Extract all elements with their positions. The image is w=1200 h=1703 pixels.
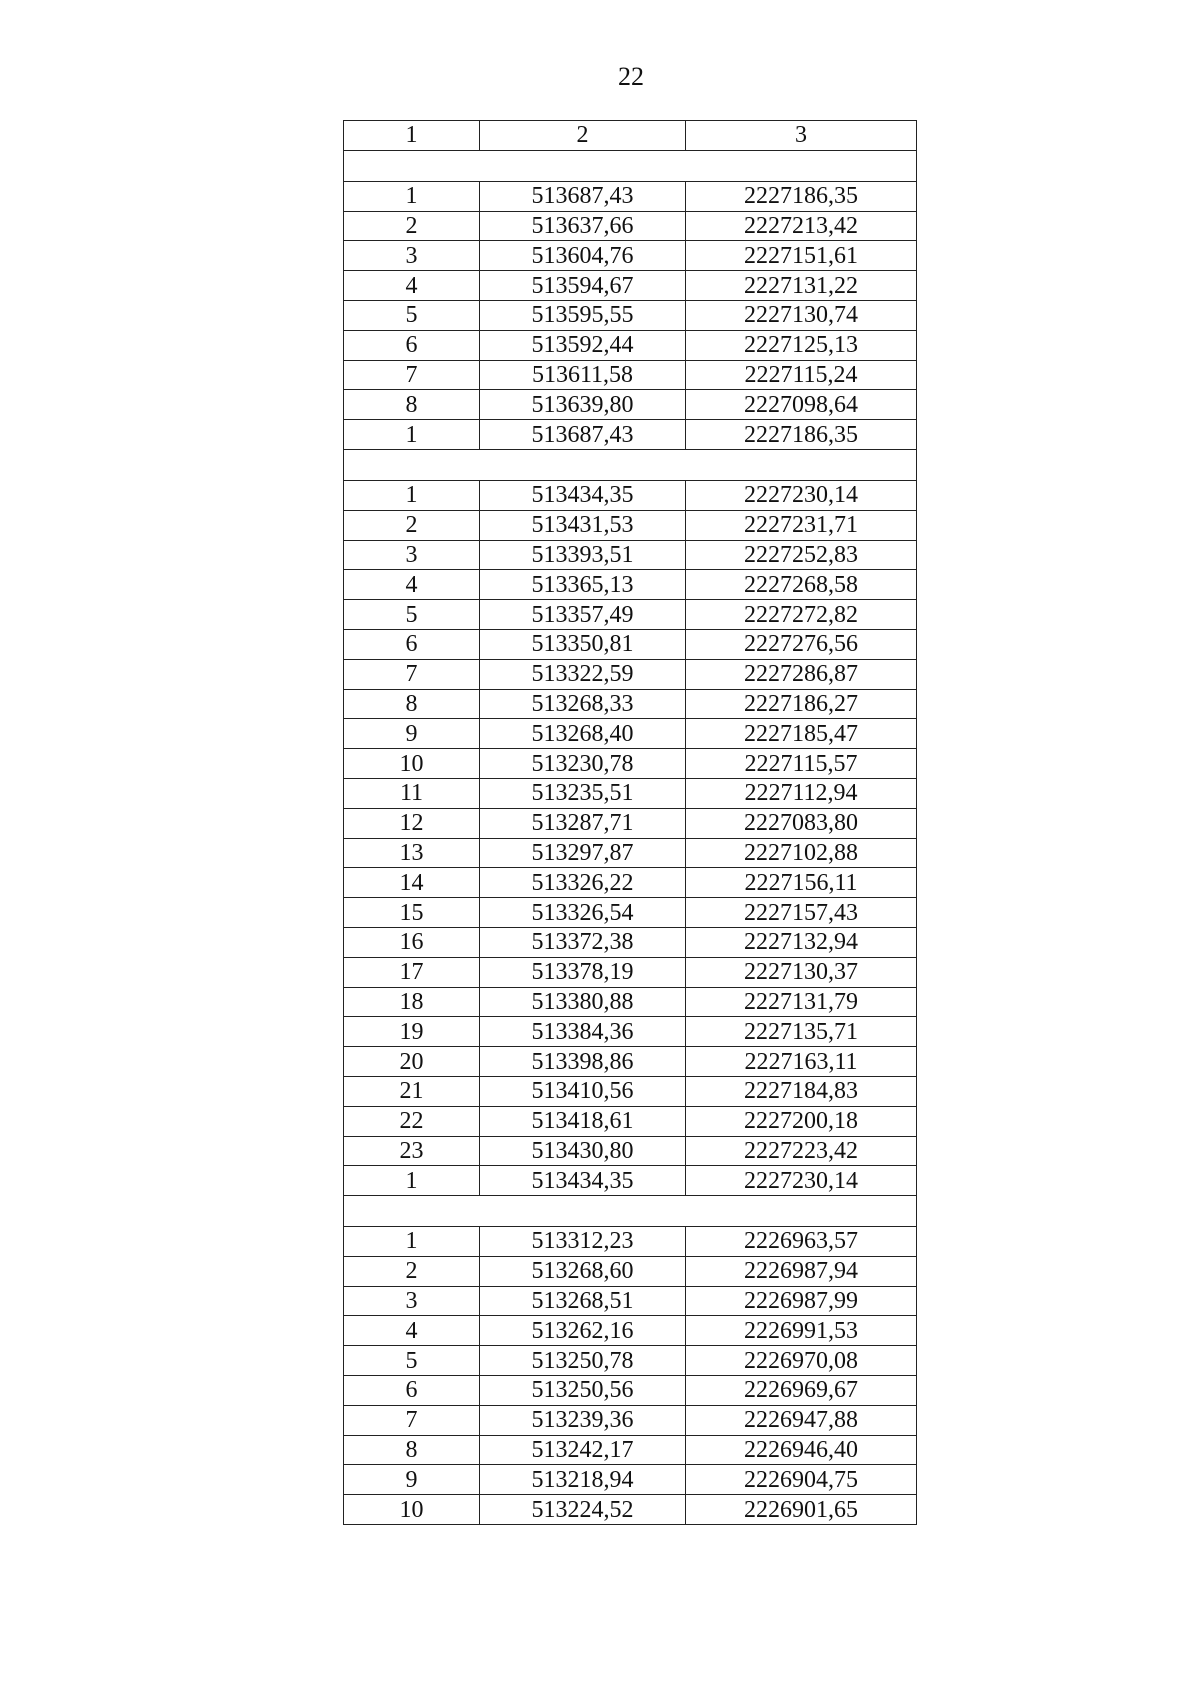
- table-row: [344, 659, 917, 689]
- y-coordinate-cell: 2227132,94: [686, 927, 917, 957]
- table-row: [344, 1017, 917, 1047]
- y-coordinate-cell: 2226991,53: [686, 1316, 917, 1346]
- y-coordinate-cell: 2227151,61: [686, 241, 917, 271]
- point-number-cell: 7: [344, 659, 480, 689]
- x-coordinate-cell: 513434,35: [480, 1166, 686, 1196]
- point-number-cell: 8: [344, 1435, 480, 1465]
- y-coordinate-cell: 2227115,24: [686, 360, 917, 390]
- table-header-row: [344, 121, 917, 151]
- x-coordinate-cell: 513242,17: [480, 1435, 686, 1465]
- point-number-cell: 19: [344, 1017, 480, 1047]
- point-number-cell: 4: [344, 271, 480, 301]
- point-number-cell: 10: [344, 749, 480, 779]
- point-number-cell: 2: [344, 211, 480, 241]
- table-row: [344, 868, 917, 898]
- point-number-cell: 10: [344, 1495, 480, 1525]
- x-coordinate-cell: 513434,35: [480, 480, 686, 510]
- point-number-cell: 8: [344, 689, 480, 719]
- point-number-cell: 5: [344, 600, 480, 630]
- y-coordinate-cell: 2227115,57: [686, 749, 917, 779]
- y-coordinate-cell: 2227268,58: [686, 570, 917, 600]
- y-coordinate-cell: 2227156,11: [686, 868, 917, 898]
- table-row: [344, 927, 917, 957]
- y-coordinate-cell: 2227130,74: [686, 300, 917, 330]
- point-number-cell: 7: [344, 360, 480, 390]
- x-coordinate-cell: 513687,43: [480, 181, 686, 211]
- y-coordinate-cell: 2227135,71: [686, 1017, 917, 1047]
- y-coordinate-cell: 2226946,40: [686, 1435, 917, 1465]
- x-coordinate-cell: 513268,40: [480, 719, 686, 749]
- point-number-cell: 3: [344, 1286, 480, 1316]
- y-coordinate-cell: 2226987,94: [686, 1256, 917, 1286]
- x-coordinate-cell: 513250,56: [480, 1376, 686, 1406]
- table-row: [344, 1346, 917, 1376]
- y-coordinate-cell: 2227083,80: [686, 808, 917, 838]
- y-coordinate-cell: 2226963,57: [686, 1227, 917, 1257]
- x-coordinate-cell: 513637,66: [480, 211, 686, 241]
- y-coordinate-cell: 2227186,35: [686, 181, 917, 211]
- table-row: [344, 778, 917, 808]
- point-number-cell: 1: [344, 1166, 480, 1196]
- x-coordinate-cell: 513235,51: [480, 778, 686, 808]
- x-coordinate-cell: 513639,80: [480, 390, 686, 420]
- y-coordinate-cell: 2227102,88: [686, 838, 917, 868]
- y-coordinate-cell: 2227163,11: [686, 1047, 917, 1077]
- table-row: [344, 1465, 917, 1495]
- x-coordinate-cell: 513398,86: [480, 1047, 686, 1077]
- x-coordinate-cell: 513239,36: [480, 1405, 686, 1435]
- table-row: [344, 600, 917, 630]
- y-coordinate-cell: 2227230,14: [686, 480, 917, 510]
- point-number-cell: 14: [344, 868, 480, 898]
- x-coordinate-cell: 513393,51: [480, 540, 686, 570]
- table-row: [344, 570, 917, 600]
- table-row: [344, 1227, 917, 1257]
- x-coordinate-cell: 513384,36: [480, 1017, 686, 1047]
- point-number-cell: 9: [344, 1465, 480, 1495]
- point-number-cell: 1: [344, 181, 480, 211]
- page-number: 22: [618, 62, 644, 91]
- x-coordinate-cell: 513410,56: [480, 1076, 686, 1106]
- x-coordinate-cell: 513592,44: [480, 330, 686, 360]
- point-number-cell: 5: [344, 1346, 480, 1376]
- y-coordinate-cell: 2227112,94: [686, 778, 917, 808]
- point-number-cell: 17: [344, 957, 480, 987]
- x-coordinate-cell: 513365,13: [480, 570, 686, 600]
- x-coordinate-cell: 513372,38: [480, 927, 686, 957]
- x-coordinate-cell: 513287,71: [480, 808, 686, 838]
- x-coordinate-cell: 513595,55: [480, 300, 686, 330]
- x-coordinate-cell: 513350,81: [480, 629, 686, 659]
- point-number-cell: 4: [344, 1316, 480, 1346]
- point-number-cell: 4: [344, 570, 480, 600]
- table-row: [344, 1256, 917, 1286]
- point-number-cell: 15: [344, 898, 480, 928]
- y-coordinate-cell: 2227125,13: [686, 330, 917, 360]
- y-coordinate-cell: 2227213,42: [686, 211, 917, 241]
- x-coordinate-cell: 513326,54: [480, 898, 686, 928]
- table-row: [344, 1136, 917, 1166]
- section-separator-row: [344, 1196, 917, 1227]
- table-row: [344, 1286, 917, 1316]
- x-coordinate-cell: 513611,58: [480, 360, 686, 390]
- x-coordinate-cell: 513604,76: [480, 241, 686, 271]
- table-row: [344, 360, 917, 390]
- x-coordinate-cell: 513224,52: [480, 1495, 686, 1525]
- point-number-cell: 7: [344, 1405, 480, 1435]
- point-number-cell: 1: [344, 1227, 480, 1257]
- y-coordinate-cell: 2227185,47: [686, 719, 917, 749]
- y-coordinate-cell: 2227098,64: [686, 390, 917, 420]
- x-coordinate-cell: 513357,49: [480, 600, 686, 630]
- table-row: [344, 689, 917, 719]
- table-row: [344, 420, 917, 450]
- y-coordinate-cell: 2227286,87: [686, 659, 917, 689]
- point-number-cell: 16: [344, 927, 480, 957]
- table-row: [344, 330, 917, 360]
- x-coordinate-cell: 513322,59: [480, 659, 686, 689]
- y-coordinate-cell: 2227223,42: [686, 1136, 917, 1166]
- y-coordinate-cell: 2227130,37: [686, 957, 917, 987]
- x-coordinate-cell: 513378,19: [480, 957, 686, 987]
- section-separator-cell: [344, 1196, 917, 1227]
- x-coordinate-cell: 513268,60: [480, 1256, 686, 1286]
- x-coordinate-cell: 513687,43: [480, 420, 686, 450]
- x-coordinate-cell: 513268,33: [480, 689, 686, 719]
- y-coordinate-cell: 2227131,79: [686, 987, 917, 1017]
- point-number-cell: 2: [344, 510, 480, 540]
- table-row: [344, 510, 917, 540]
- table-row: [344, 629, 917, 659]
- x-coordinate-cell: 513430,80: [480, 1136, 686, 1166]
- y-coordinate-cell: 2227186,35: [686, 420, 917, 450]
- y-coordinate-cell: 2227230,14: [686, 1166, 917, 1196]
- table-row: [344, 719, 917, 749]
- point-number-cell: 5: [344, 300, 480, 330]
- table-row: [344, 957, 917, 987]
- section-separator-cell: [344, 150, 917, 181]
- point-number-cell: 6: [344, 330, 480, 360]
- x-coordinate-cell: 513262,16: [480, 1316, 686, 1346]
- point-number-cell: 20: [344, 1047, 480, 1077]
- table-row: [344, 241, 917, 271]
- point-number-cell: 2: [344, 1256, 480, 1286]
- x-coordinate-cell: 513268,51: [480, 1286, 686, 1316]
- y-coordinate-cell: 2227200,18: [686, 1106, 917, 1136]
- table-row: [344, 898, 917, 928]
- column-header-point: 1: [344, 121, 480, 151]
- section-separator-row: [344, 449, 917, 480]
- point-number-cell: 6: [344, 1376, 480, 1406]
- table-row: [344, 1106, 917, 1136]
- point-number-cell: 3: [344, 241, 480, 271]
- table-row: [344, 540, 917, 570]
- x-coordinate-cell: 513431,53: [480, 510, 686, 540]
- table-row: [344, 1047, 917, 1077]
- y-coordinate-cell: 2226969,67: [686, 1376, 917, 1406]
- y-coordinate-cell: 2227276,56: [686, 629, 917, 659]
- section-separator-cell: [344, 449, 917, 480]
- table-row: [344, 1435, 917, 1465]
- table-row: [344, 1376, 917, 1406]
- y-coordinate-cell: 2227157,43: [686, 898, 917, 928]
- point-number-cell: 21: [344, 1076, 480, 1106]
- point-number-cell: 23: [344, 1136, 480, 1166]
- table-row: [344, 1076, 917, 1106]
- y-coordinate-cell: 2226987,99: [686, 1286, 917, 1316]
- y-coordinate-cell: 2227272,82: [686, 600, 917, 630]
- y-coordinate-cell: 2227252,83: [686, 540, 917, 570]
- y-coordinate-cell: 2226904,75: [686, 1465, 917, 1495]
- point-number-cell: 13: [344, 838, 480, 868]
- table-row: [344, 1405, 917, 1435]
- y-coordinate-cell: 2227184,83: [686, 1076, 917, 1106]
- x-coordinate-cell: 513218,94: [480, 1465, 686, 1495]
- x-coordinate-cell: 513312,23: [480, 1227, 686, 1257]
- point-number-cell: 11: [344, 778, 480, 808]
- point-number-cell: 18: [344, 987, 480, 1017]
- x-coordinate-cell: 513230,78: [480, 749, 686, 779]
- table-row: [344, 1316, 917, 1346]
- table-row: [344, 838, 917, 868]
- point-number-cell: 6: [344, 629, 480, 659]
- x-coordinate-cell: 513380,88: [480, 987, 686, 1017]
- y-coordinate-cell: 2226970,08: [686, 1346, 917, 1376]
- coordinates-table: [343, 120, 917, 1525]
- point-number-cell: 3: [344, 540, 480, 570]
- table-row: [344, 480, 917, 510]
- point-number-cell: 1: [344, 480, 480, 510]
- point-number-cell: 1: [344, 420, 480, 450]
- y-coordinate-cell: 2226901,65: [686, 1495, 917, 1525]
- y-coordinate-cell: 2226947,88: [686, 1405, 917, 1435]
- point-number-cell: 12: [344, 808, 480, 838]
- y-coordinate-cell: 2227186,27: [686, 689, 917, 719]
- table-row: [344, 181, 917, 211]
- column-header-x: 2: [480, 121, 686, 151]
- x-coordinate-cell: 513594,67: [480, 271, 686, 301]
- table-row: [344, 1166, 917, 1196]
- x-coordinate-cell: 513297,87: [480, 838, 686, 868]
- table-row: [344, 808, 917, 838]
- x-coordinate-cell: 513418,61: [480, 1106, 686, 1136]
- section-separator-row: [344, 150, 917, 181]
- point-number-cell: 22: [344, 1106, 480, 1136]
- y-coordinate-cell: 2227131,22: [686, 271, 917, 301]
- x-coordinate-cell: 513326,22: [480, 868, 686, 898]
- table-row: [344, 211, 917, 241]
- table-row: [344, 987, 917, 1017]
- table-row: [344, 300, 917, 330]
- point-number-cell: 9: [344, 719, 480, 749]
- table-row: [344, 749, 917, 779]
- table-row: [344, 1495, 917, 1525]
- column-header-y: 3: [686, 121, 917, 151]
- y-coordinate-cell: 2227231,71: [686, 510, 917, 540]
- x-coordinate-cell: 513250,78: [480, 1346, 686, 1376]
- table-row: [344, 271, 917, 301]
- table-row: [344, 390, 917, 420]
- point-number-cell: 8: [344, 390, 480, 420]
